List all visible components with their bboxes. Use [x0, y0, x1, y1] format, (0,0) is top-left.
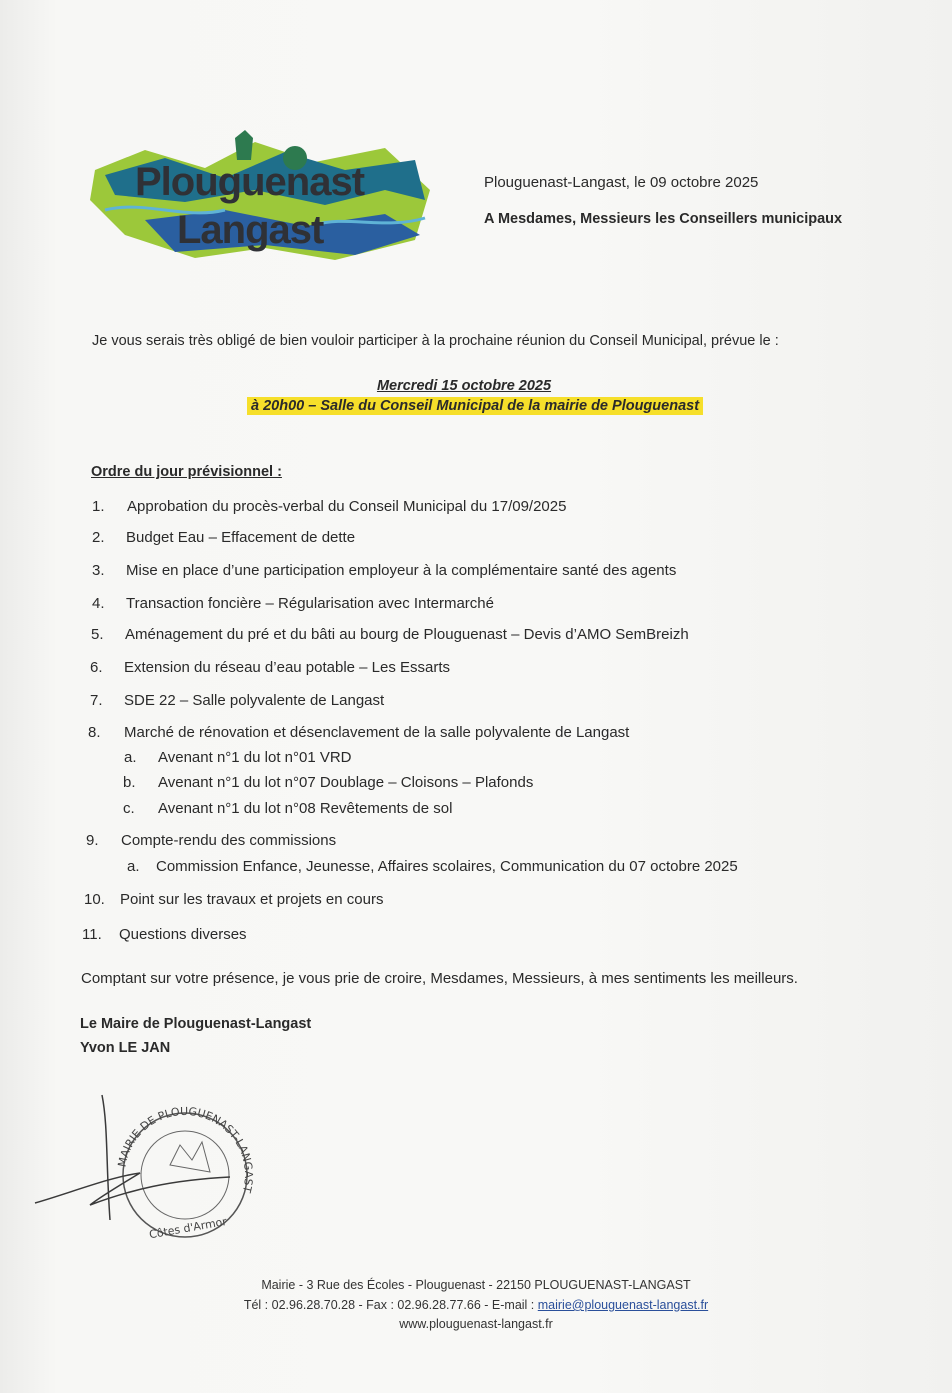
agenda-item-number: c.	[123, 800, 135, 817]
agenda-item-number: 3.	[92, 562, 105, 579]
agenda-item-number: 10.	[84, 891, 105, 908]
agenda-item-number: a.	[127, 858, 140, 875]
agenda-item-number: 5.	[91, 626, 104, 643]
agenda-item-label: Avenant n°1 du lot n°08 Revêtements de sol	[158, 800, 453, 817]
agenda-item-label: Avenant n°1 du lot n°07 Doublage – Cloisons – Plafonds	[158, 774, 534, 791]
meeting-date-text: Mercredi 15 octobre 2025	[376, 378, 552, 394]
agenda-item-label: Mise en place d’une participation employeur à la complémentaire santé des agents	[126, 562, 677, 579]
agenda-item-number: 8.	[88, 724, 101, 741]
meeting-place	[247, 397, 703, 415]
agenda-item-label: Marché de rénovation et désenclavement de la salle polyvalente de Langast	[124, 724, 630, 741]
footer-email-link[interactable]: mairie@plouguenast-langast.fr	[537, 1298, 709, 1312]
footer-website[interactable]: www.plouguenast-langast.fr	[399, 1317, 553, 1331]
stamp-subtext: Côtes d'Armor	[148, 1214, 228, 1242]
agenda-item-number: a.	[124, 749, 137, 766]
footer-address: Mairie - 3 Rue des Écoles - Plouguenast - 22150 PLOUGUENAST-LANGAST	[261, 1278, 691, 1292]
agenda-item-number: 7.	[90, 692, 103, 709]
meeting-place-highlight: à 20h00 – Salle du Conseil Municipal de la mairie de Plouguenast	[247, 397, 703, 415]
agenda-item-label: Aménagement du pré et du bâti au bourg de Plouguenast – Devis d’AMO SemBreizh	[125, 626, 689, 643]
agenda-item-label: Transaction foncière – Régularisation avec Intermarché	[126, 595, 494, 612]
agenda-item-label: Approbation du procès-verbal du Conseil Municipal du 17/09/2025	[127, 498, 567, 515]
footer-contact	[0, 1298, 952, 1312]
agenda-item-label: Point sur les travaux et projets en cours	[120, 891, 384, 908]
official-stamp-and-signature	[30, 1085, 260, 1245]
logo-line-1: Plouguenast	[135, 160, 365, 204]
agenda-item-number: b.	[123, 774, 136, 791]
footer-phone-fax: Tél : 02.96.28.70.28 - Fax : 02.96.28.77.66 - E-mail :	[243, 1298, 538, 1312]
municipality-logo	[85, 130, 445, 270]
meeting-date	[0, 378, 952, 394]
agenda-item-label: Compte-rendu des commissions	[121, 832, 337, 849]
agenda-item-label: Budget Eau – Effacement de dette	[126, 529, 356, 546]
agenda-item-number: 11.	[82, 926, 102, 943]
intro-paragraph: Je vous serais très obligé de bien vouloir participer à la prochaine réunion du Conseil Municipal, prévue le :	[92, 333, 779, 349]
agenda-item-label: Commission Enfance, Jeunesse, Affaires scolaires, Communication du 07 octobre 2025	[156, 858, 738, 875]
agenda-item-label: Questions diverses	[119, 926, 247, 943]
agenda-item-label: SDE 22 – Salle polyvalente de Langast	[124, 692, 385, 709]
agenda-item-number: 2.	[92, 529, 105, 546]
signatory-title: Le Maire de Plouguenast-Langast	[80, 1016, 312, 1032]
agenda-item-number: 4.	[92, 595, 105, 612]
agenda-item-number: 1.	[92, 498, 105, 515]
agenda-item-number: 6.	[90, 659, 103, 676]
signatory-name: Yvon LE JAN	[80, 1040, 171, 1056]
agenda-title: Ordre du jour prévisionnel :	[91, 464, 282, 480]
stamp-text: MAIRIE DE PLOUGUENAST-LANGAST	[115, 1104, 256, 1194]
closing-paragraph: Comptant sur votre présence, je vous prie de croire, Mesdames, Messieurs, à mes sentiments les meilleurs.	[81, 970, 798, 987]
recipients: A Mesdames, Messieurs les Conseillers municipaux	[484, 211, 843, 227]
logo-line-2: Langast	[177, 208, 324, 252]
agenda-item-label: Avenant n°1 du lot n°01 VRD	[158, 749, 352, 766]
place-and-date: Plouguenast-Langast, le 09 octobre 2025	[484, 174, 759, 191]
agenda-item-label: Extension du réseau d’eau potable – Les Essarts	[124, 659, 451, 676]
agenda-item-number: 9.	[86, 832, 99, 849]
